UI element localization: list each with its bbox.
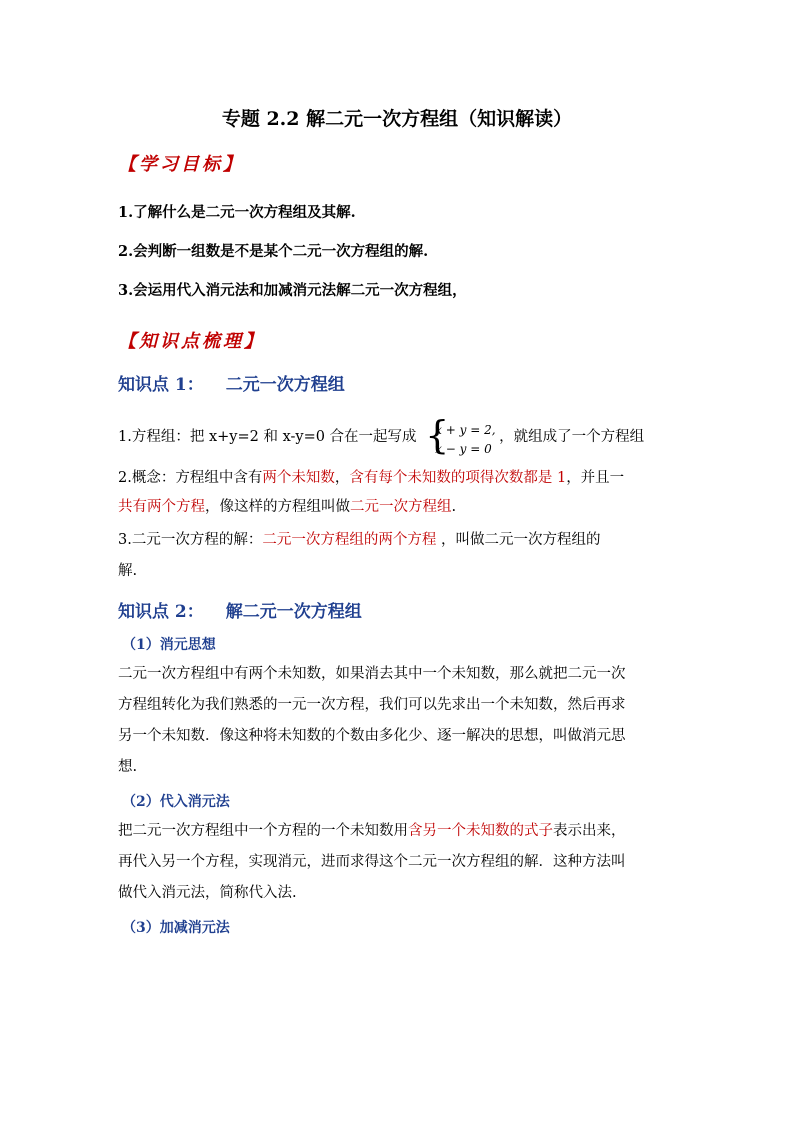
- paragraph-2-line-3: 做代入消元法，简称代入法.: [118, 885, 297, 901]
- subheading-substitution: （2）代入消元法: [122, 794, 230, 810]
- kp1-item3-text: 3.二元一次方程的解：: [118, 532, 263, 548]
- kp2-heading-number: 知识点 2：: [118, 602, 204, 622]
- knowledge-point-1-heading: [118, 370, 345, 395]
- paragraph-1-line-3: 另一个未知数．像这种将未知数的个数由多化少、逐一解决的思想，叫做消元思: [118, 728, 626, 744]
- paragraph-1-line-4: 想.: [118, 759, 138, 775]
- equation-2: x − y = 0: [435, 442, 492, 456]
- highlight-degree-one: 含有每个未知数的项得次数都是 1: [349, 470, 567, 486]
- kp1-item2-text3: ，像这样的方程组叫做: [205, 499, 350, 515]
- paragraph-2-line-2: 再代入另一个方程，实现消元，进而求得这个二元一次方程组的解．这种方法叫: [118, 854, 626, 870]
- highlight-two-equations-common: 二元一次方程组的两个方程: [262, 532, 437, 548]
- kp2-heading-text: 解二元一次方程组: [225, 602, 362, 622]
- section-tag-knowledge: 【知识点梳理】: [118, 331, 265, 352]
- paragraph-1-line-1: 二元一次方程组中有两个未知数，如果消去其中一个未知数，那么就把二元一次: [118, 666, 626, 682]
- page-title: 专题 2.2 解二元一次方程组（知识解读）: [221, 108, 573, 130]
- kp1-item2-comma: ，: [334, 470, 350, 486]
- knowledge-point-2-heading: [118, 597, 362, 622]
- goal-item-2: 2.会判断一组数是不是某个二元一次方程组的解.: [118, 243, 429, 260]
- highlight-expression: 含另一个未知数的式子: [408, 823, 553, 839]
- goal-item-1: 1.了解什么是二元一次方程组及其解.: [118, 204, 356, 221]
- kp1-item2-text: 2.概念：方程组中含有: [118, 470, 263, 486]
- equation-1: x + y = 2,: [435, 423, 496, 437]
- kp1-heading-text: 二元一次方程组: [225, 375, 345, 395]
- highlight-two-equations: 共有两个方程: [118, 499, 205, 515]
- goal-item-3: 3.会运用代入消元法和加减消元法解二元一次方程组，: [118, 282, 467, 299]
- p2-text: 把二元一次方程组中一个方程的一个未知数用: [118, 823, 408, 839]
- kp1-item-3-line1: [118, 530, 600, 550]
- kp1-item-3-line2: 解.: [118, 563, 138, 579]
- kp1-item1-prefix: 1.方程组：把: [118, 429, 209, 445]
- highlight-system-term: 二元一次方程组: [350, 499, 452, 515]
- highlight-two-unknowns: 两个未知数: [262, 470, 335, 486]
- kp1-item3-text2: ，叫做二元一次方程组的: [436, 532, 601, 548]
- kp1-item-1: [118, 413, 645, 457]
- kp1-heading-number: 知识点 1：: [118, 375, 204, 395]
- subheading-elimination-idea: （1）消元思想: [122, 637, 216, 653]
- subheading-addition-subtraction: （3）加减消元法: [122, 920, 230, 936]
- kp1-item1-suffix: ，就组成了一个方程组: [499, 429, 645, 445]
- equation-system: [425, 413, 497, 457]
- paragraph-2-line-1: [118, 821, 626, 841]
- section-tag-goals: 【学习目标】: [118, 154, 244, 175]
- paragraph-1-line-2: 方程组转化为我们熟悉的一元一次方程，我们可以先求出一个未知数，然后再求: [118, 697, 626, 713]
- left-brace-icon: {: [425, 413, 450, 457]
- kp1-item2-period: .: [451, 499, 457, 515]
- p2-text2: 表示出来，: [553, 823, 626, 839]
- kp1-item-2-line2: [118, 497, 456, 517]
- kp1-item-2-line1: [118, 468, 624, 488]
- kp1-item2-text2: ，并且一: [566, 470, 625, 486]
- kp1-item1-equations: x+y=2 和 x-y=0 合在一起写成: [208, 429, 422, 445]
